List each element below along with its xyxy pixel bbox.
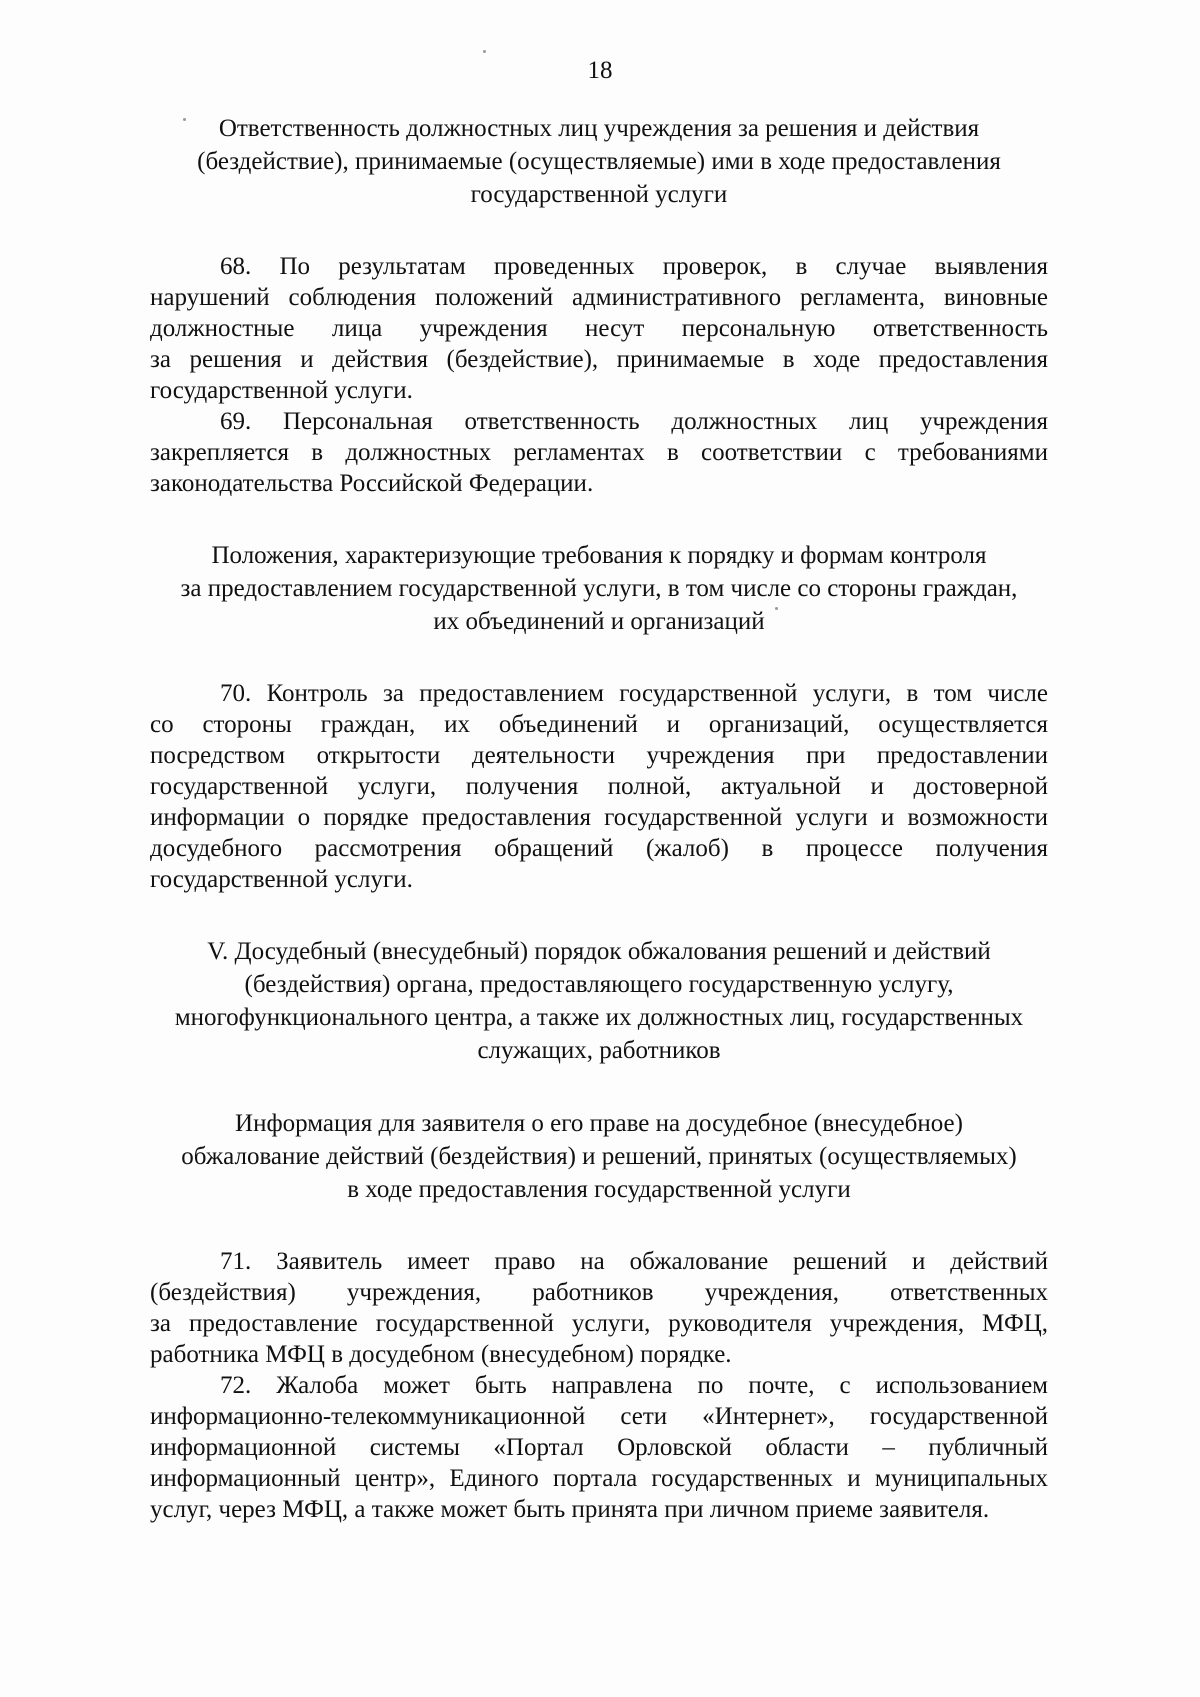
paragraph-line: государственной услуги, получения полной, актуальной и достоверной — [150, 773, 1048, 800]
paragraph-line: информационно-телекоммуникационной сети «Интернет», государственной — [150, 1403, 1048, 1430]
paragraph-71 — [150, 1246, 1048, 1370]
section-heading-responsibility — [150, 112, 1048, 211]
chapter-heading-v — [150, 935, 1048, 1067]
paragraph-line: информационный центр», Единого портала государственных и муниципальных — [150, 1465, 1048, 1492]
heading-line: Ответственность должностных лиц учреждения за решения и действия — [218, 115, 980, 142]
paragraph-line: государственной услуги. — [150, 866, 413, 893]
paragraph-line: за предоставление государственной услуги, руководителя учреждения, МФЦ, — [150, 1310, 1048, 1337]
section-heading-control — [150, 539, 1048, 638]
paragraph-line: услуг, через МФЦ, а также может быть принята при личном приеме заявителя. — [150, 1496, 990, 1523]
paragraph-69 — [150, 406, 1048, 499]
heading-line: государственной услуги — [470, 181, 728, 208]
heading-line: Положения, характеризующие требования к порядку и формам контроля — [211, 542, 987, 569]
paragraph-line: (бездействия) учреждения, работников учреждения, ответственных — [150, 1279, 1048, 1306]
paragraph-68 — [150, 251, 1048, 406]
paragraph-line: за решения и действия (бездействие), принимаемые в ходе предоставления — [150, 346, 1048, 373]
paragraph-line: 71. Заявитель имеет право на обжалование решений и действий — [220, 1248, 1048, 1275]
heading-line: служащих, работников — [477, 1037, 721, 1064]
paragraph-line: законодательства Российской Федерации. — [150, 470, 594, 497]
paragraph-line: должностные лица учреждения несут персональную ответственность — [150, 315, 1048, 342]
paragraph-line: 72. Жалоба может быть направлена по почте, с использованием — [220, 1372, 1048, 1399]
paragraph-70 — [150, 678, 1048, 895]
paragraph-line: информации о порядке предоставления государственной услуги и возможности — [150, 804, 1048, 831]
heading-line: их объединений и организаций — [433, 608, 765, 635]
paragraph-line: досудебного рассмотрения обращений (жалоб) в процессе получения — [150, 835, 1048, 862]
heading-line: в ходе предоставления государственной услуги — [347, 1176, 851, 1203]
paragraph-line: посредством открытости деятельности учреждения при предоставлении — [150, 742, 1048, 769]
paragraph-line: 70. Контроль за предоставлением государственной услуги, в том числе — [220, 680, 1048, 707]
paragraph-line: 68. По результатам проведенных проверок, в случае выявления — [220, 253, 1048, 280]
heading-line: (бездействия) органа, предоставляющего государственную услугу, — [244, 971, 954, 998]
paragraph-line: со стороны граждан, их объединений и организаций, осуществляется — [150, 711, 1048, 738]
paragraph-72 — [150, 1370, 1048, 1525]
paragraph-line: закрепляется в должностных регламентах в соответствии с требованиями — [150, 439, 1048, 466]
scan-speck — [483, 50, 486, 53]
heading-line: V. Досудебный (внесудебный) порядок обжалования решений и действий — [207, 938, 991, 965]
paragraph-line: информационной системы «Портал Орловской области – публичный — [150, 1434, 1048, 1461]
heading-line: обжалование действий (бездействия) и решений, принятых (осуществляемых) — [181, 1143, 1017, 1170]
heading-line: многофункционального центра, а также их должностных лиц, государственных — [174, 1004, 1024, 1031]
paragraph-line: работника МФЦ в досудебном (внесудебном) порядке. — [150, 1341, 732, 1368]
page-number: 18 — [587, 57, 613, 84]
paragraph-line: нарушений соблюдения положений административного регламента, виновные — [150, 284, 1048, 311]
heading-line: (бездействие), принимаемые (осуществляемые) ими в ходе предоставления — [197, 148, 1001, 175]
heading-line: за предоставлением государственной услуги, в том числе со стороны граждан, — [180, 575, 1018, 602]
document-body — [150, 112, 1048, 1525]
section-heading-appeal-info — [150, 1107, 1048, 1206]
heading-line: Информация для заявителя о его праве на досудебное (внесудебное) — [235, 1110, 963, 1137]
paragraph-line: государственной услуги. — [150, 377, 413, 404]
paragraph-line: 69. Персональная ответственность должностных лиц учреждения — [220, 408, 1048, 435]
